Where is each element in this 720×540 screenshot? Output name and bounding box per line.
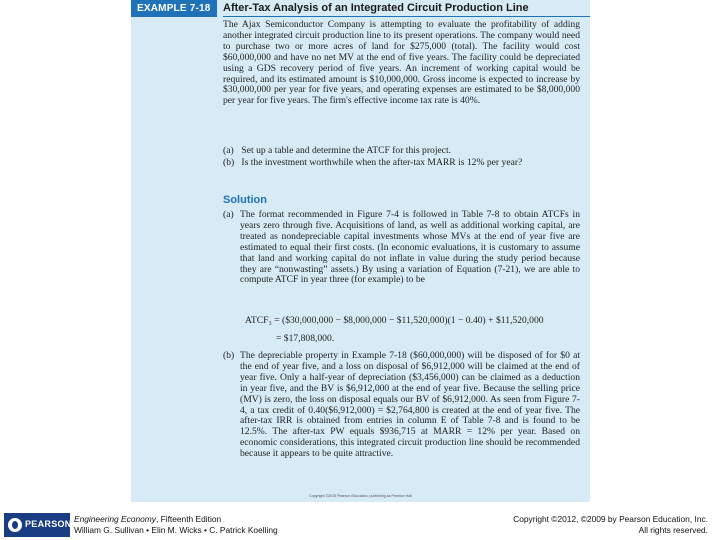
equation-line-2: = $17,808,000. — [276, 333, 335, 344]
equation-line-1: ATCF₃ = ($30,000,000 − $8,000,000 − $11,520,000)(1 − 0.40) + $11,520,000 — [245, 315, 544, 326]
example-title: After-Tax Analysis of an Integrated Circuit Production Line — [223, 2, 529, 14]
solution-b-text: The depreciable property in Example 7-18 ($60,000,000) will be disposed of for $0 at the end of year five, and a loss on disposal of $6,912,000 will be claimed at the end of year five. Only a half-year of depreciation ($3,456,000) can be claimed as a deduction in year five, and the BV is $6,912,000 at the end of year five. Because the selling price (MV) is zero, the loss on disposal equals our BV of $6,912,000. As seen from Figure 7-4, a tax credit of 0.40($6,912,000) = $2,764,800 is created at the end of year five. The after-tax IRR is obtained from entries in column E of Table 7-8 and is found to be 12.5%. The after-tax PW equals $936,715 at MARR = 12% per year. Based on economic considerations, this integrated circuit production line should be recommended because it appears to be quite attractive. — [240, 350, 580, 460]
solution-a — [223, 210, 580, 286]
solution-a-text: The format recommended in Figure 7-4 is followed in Table 7-8 to obtain ATCFs in years zero through five. Acquisitions of land, as well as additional working capital, are treated as nondepreciable capital investments whose MVs at the end of year five are estimated to equal their first costs. (In economic evaluations, it is customary to assume that land and working capital do not inflate in value during the study period because they are “nonwasting” assets.) By using a variation of Equation (7-21), we are able to compute ATCF in year three (for example) to be — [240, 209, 580, 286]
example-tag: EXAMPLE 7-18 — [131, 0, 217, 17]
solution-a-label: (a) — [223, 209, 234, 220]
pearson-mark-icon — [8, 518, 22, 532]
footer-copyright — [513, 514, 708, 536]
question-b-label: (b) — [223, 157, 235, 168]
book-edition: , Fifteenth Edition — [155, 514, 222, 524]
image-copyright: Copyright ©2015 Pearson Education, publishing as Prentice Hall — [309, 494, 412, 498]
solution-b-label: (b) — [223, 350, 235, 361]
solution-b — [223, 351, 580, 460]
question-b-text: Is the investment worthwhile when the after-tax MARR is 12% per year? — [241, 157, 523, 168]
problem-statement: The Ajax Semiconductor Company is attempting to evaluate the profitability of adding another integrated circuit production line to its present operations. The company would need to purchase two or more acres of land for $275,000 (total). The facility would cost $60,000,000 and have no net MV at the end of five years. The facility could be depreciated using a GDS recovery period of five years. An increment of working capital would be required, and its estimated amount is $10,000,000. Gross income is expected to increase by $30,000,000 per year for five years, and operating expenses are estimated to be $8,000,000 per year for five years. The firm's effective income tax rate is 40%. — [223, 19, 580, 107]
question-a — [223, 145, 583, 156]
book-authors: William G. Sullivan • Elin M. Wicks • C. Patrick Koelling — [74, 525, 278, 535]
question-a-text: Set up a table and determine the ATCF for this project. — [241, 145, 452, 156]
logo-text: PEARSON — [25, 519, 72, 529]
copyright-line-1: Copyright ©2012, ©2009 by Pearson Education, Inc. — [513, 514, 708, 524]
solution-heading: Solution — [223, 194, 267, 206]
title-rule — [223, 16, 590, 17]
footer-book-info — [74, 514, 278, 536]
question-b — [223, 157, 583, 168]
copyright-line-2: All rights reserved. — [638, 525, 708, 535]
question-a-label: (a) — [223, 145, 234, 156]
pearson-logo — [4, 513, 70, 537]
example-header — [131, 0, 590, 17]
book-title: Engineering Economy — [74, 514, 156, 524]
